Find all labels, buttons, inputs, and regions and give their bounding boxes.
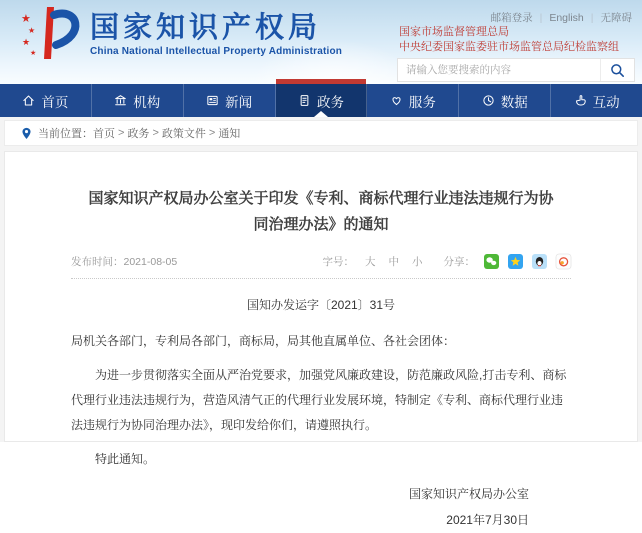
- nav-item-news[interactable]: [184, 84, 276, 117]
- share-label: 分享：: [443, 256, 475, 268]
- nav-item-gov-affairs[interactable]: [276, 84, 368, 117]
- signature-block: [71, 482, 571, 533]
- logo-title: 国家知识产权局: [90, 12, 322, 44]
- logo-subtitle: China National Intellectual Property Administration: [90, 46, 343, 57]
- salutation: 局机关各部门，专利局各部门，商标局，局其他直属单位、各社会团体：: [71, 334, 456, 348]
- breadcrumb-separator: >: [118, 127, 125, 139]
- nav-item-data[interactable]: [459, 84, 551, 117]
- breadcrumb-gov[interactable]: 政务: [127, 128, 150, 140]
- main-nav: [0, 84, 642, 117]
- publish-time: [71, 254, 177, 269]
- breadcrumb-home[interactable]: 首页: [93, 128, 115, 140]
- breadcrumb-separator: >: [208, 127, 216, 139]
- nav-label: 首页: [41, 94, 69, 110]
- breadcrumb-policy-docs[interactable]: 政策文件: [161, 128, 206, 140]
- related-org-links: [399, 25, 619, 55]
- meta-right: [323, 254, 572, 269]
- search-input[interactable]: [398, 59, 600, 81]
- body-paragraph: 为进一步贯彻落实全面从严治党要求，加强党风廉政建设，防范廉政风险,打击专利、商标代理行业违法违规行为，营造风清气正的代理行业发展环境，特制定《专利、商标代理行业违法违规行为协同治理办法》，现印发给你们，请遵照执行。: [71, 368, 567, 432]
- signature-office: 国家知识产权局办公室: [408, 487, 529, 501]
- font-size-large-button[interactable]: 大: [365, 256, 376, 268]
- qzone-share-icon[interactable]: [508, 254, 523, 269]
- site-header: [0, 0, 642, 84]
- breadcrumb-notice[interactable]: 通知: [218, 128, 241, 140]
- wechat-share-icon[interactable]: [484, 254, 499, 269]
- article-title: 国家知识产权局办公室关于印发《专利、商标代理行业违法违规行为协同治理办法》的通知: [88, 190, 554, 233]
- nav-item-services[interactable]: [367, 84, 459, 117]
- utility-links: [491, 10, 632, 25]
- nav-label: 互动: [592, 94, 620, 110]
- font-size-label: 字号：: [322, 256, 354, 268]
- utility-separator: |: [539, 11, 543, 24]
- document-number: 国知办发运字〔2021〕31号: [246, 298, 396, 312]
- svg-text:★: ★: [30, 49, 37, 57]
- location-pin-icon: [21, 127, 32, 140]
- font-size-medium-button[interactable]: 中: [388, 256, 399, 268]
- search-button[interactable]: [600, 59, 634, 81]
- font-size-small-button[interactable]: 小: [412, 256, 423, 268]
- nav-label: 政务: [317, 94, 344, 110]
- search-icon: [610, 63, 625, 78]
- nav-item-home[interactable]: [0, 84, 92, 117]
- clock-data-icon: [482, 94, 495, 107]
- breadcrumb: [4, 120, 638, 146]
- publish-date: 2021-08-05: [123, 256, 178, 268]
- svg-text:★: ★: [28, 26, 36, 35]
- document-icon: [298, 94, 311, 107]
- signature-date: 2021年7月30日: [446, 513, 529, 527]
- weibo-share-icon[interactable]: [556, 254, 571, 269]
- hand-interact-icon: [574, 94, 587, 107]
- nav-label: 服务: [408, 94, 436, 110]
- english-link[interactable]: English: [549, 11, 584, 24]
- cnipa-emblem-icon: [20, 5, 84, 61]
- nav-label: 新闻: [225, 94, 253, 110]
- nav-item-org[interactable]: [92, 84, 184, 117]
- closing-paragraph: 特此通知。: [95, 452, 156, 466]
- news-icon: [206, 94, 219, 107]
- samr-link[interactable]: 国家市场监督管理总局: [399, 26, 509, 38]
- breadcrumb-separator: >: [152, 127, 159, 139]
- site-search: [397, 58, 635, 82]
- utility-separator: |: [590, 11, 594, 24]
- accessibility-link[interactable]: 无障碍: [600, 12, 632, 24]
- logo-text: [90, 5, 342, 57]
- heart-service-icon: [390, 94, 403, 107]
- svg-text:★: ★: [21, 12, 31, 25]
- mail-login-link[interactable]: 邮箱登录: [490, 12, 533, 24]
- nav-label: 数据: [500, 94, 528, 110]
- breadcrumb-prefix: 当前位置：: [38, 128, 93, 140]
- svg-text:★: ★: [22, 38, 31, 48]
- nav-item-interact[interactable]: [551, 84, 642, 117]
- publish-label: 发布时间：: [71, 256, 124, 268]
- nav-label: 机构: [133, 94, 161, 110]
- home-icon: [22, 94, 35, 107]
- qq-share-icon[interactable]: [532, 254, 547, 269]
- bank-icon: [114, 94, 127, 107]
- article-body: [71, 329, 571, 472]
- article-meta: [71, 254, 571, 279]
- article-container: [4, 151, 638, 527]
- discipline-inspection-link[interactable]: 中央纪委国家监委驻市场监管总局纪检监察组: [399, 41, 619, 53]
- site-logo[interactable]: [20, 5, 342, 61]
